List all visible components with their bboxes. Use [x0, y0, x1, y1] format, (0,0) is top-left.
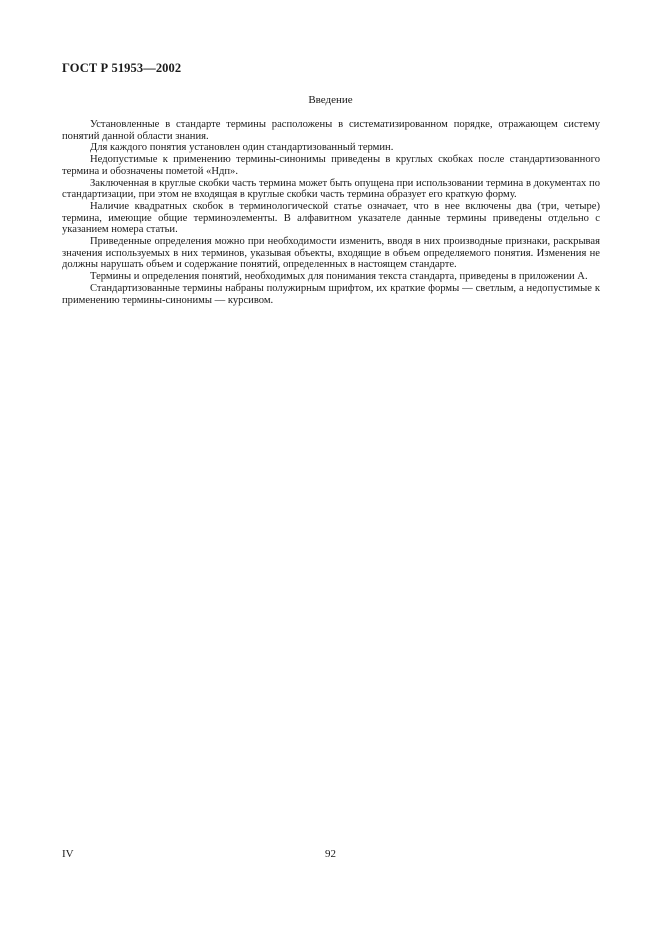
- paragraph: Стандартизованные термины набраны полужирным шрифтом, их краткие формы — светлым, а недопустимые к применению термины-синонимы — курсивом.: [62, 282, 600, 306]
- section-title: Введение: [308, 94, 353, 106]
- paragraph: Заключенная в круглые скобки часть термина может быть опущена при использовании термина в документах по стандартизации, при этом не входящая в круглые скобки часть термина образует его краткую форму.: [62, 177, 600, 201]
- introduction-body: [62, 119, 600, 306]
- roman-page-number: IV: [62, 848, 74, 860]
- paragraph: Приведенные определения можно при необходимости изменить, вводя в них производные признаки, раскрывая значения используемых в них терминов, указывая объекты, входящие в объем определяемого понятия. Изменения не должны нарушать объем и содержание понятий, определенных в настоящем стандарте.: [62, 236, 600, 271]
- page-number: 92: [325, 848, 336, 860]
- paragraph: Установленные в стандарте термины расположены в систематизированном порядке, отражающем систему понятий данной области знания.: [62, 119, 600, 142]
- paragraph: Наличие квадратных скобок в терминологической статье означает, что в нее включены два (три, четыре) термина, имеющие общие терминоэлементы. В алфавитном указателе данные термины приведены отдельно с указанием номера статьи.: [62, 200, 600, 236]
- paragraph: Для каждого понятия установлен один стандартизованный термин.: [90, 142, 394, 154]
- standard-code-header: ГОСТ Р 51953—2002: [62, 61, 182, 75]
- paragraph: Термины и определения понятий, необходимых для понимания текста стандарта, приведены в приложении А.: [90, 271, 588, 283]
- paragraph: Недопустимые к применению термины-синонимы приведены в круглых скобках после стандартизованного термина и обозначены пометой «Ндп».: [62, 154, 600, 177]
